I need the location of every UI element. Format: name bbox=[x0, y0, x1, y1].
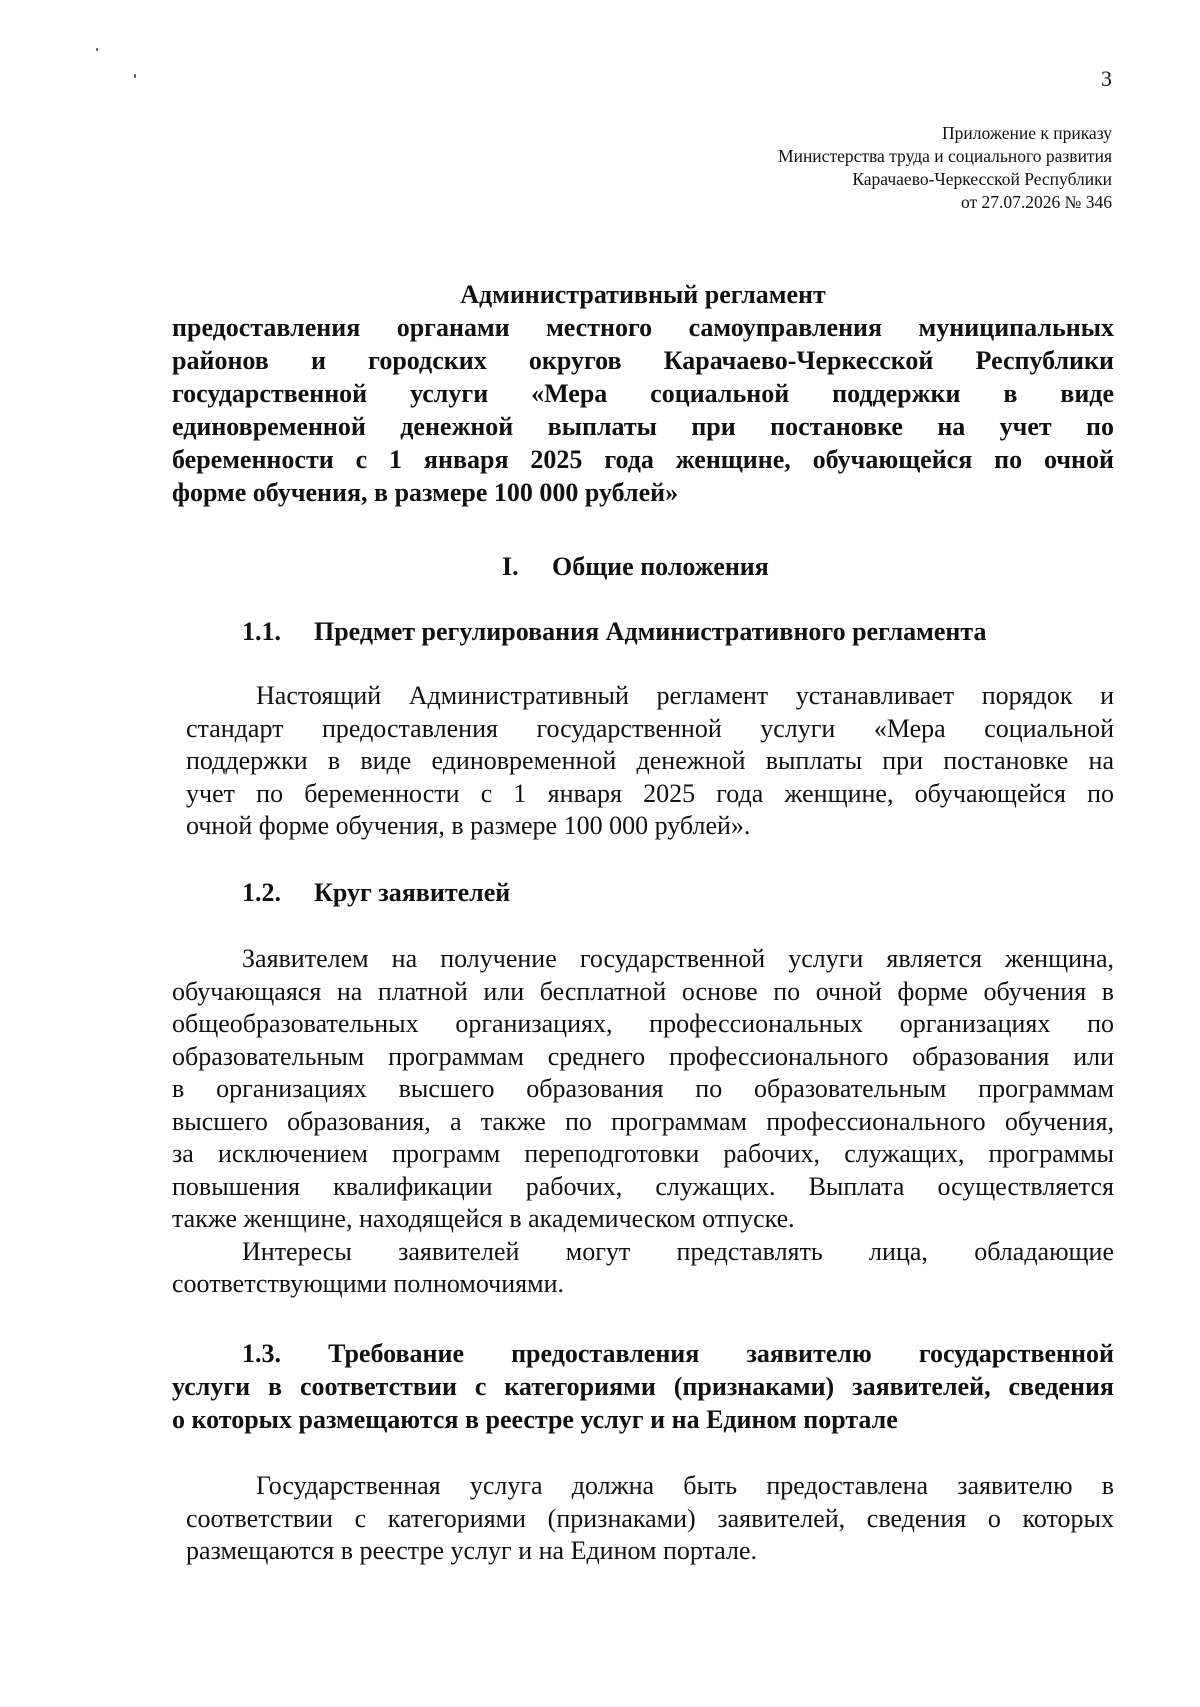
text-line: образовательным программам среднего профессионального образования или bbox=[172, 1041, 1114, 1071]
title-line: форме обучения, в размере 100 000 рублей» bbox=[172, 478, 679, 507]
section-heading bbox=[502, 550, 769, 583]
title-line: предоставления органами местного самоуправления муниципальных bbox=[172, 313, 1114, 342]
paragraph bbox=[186, 680, 1114, 843]
text-line: размещаются в реестре услуг и на Едином портале. bbox=[186, 1536, 757, 1565]
subsection-title: Предмет регулирования Административного регламента bbox=[314, 617, 987, 646]
document-title bbox=[172, 278, 1114, 509]
heading-line: 1.3. Требование предоставления заявителю государственной bbox=[242, 1339, 1114, 1368]
heading-line: о которых размещаются в реестре услуг и на Едином портале bbox=[172, 1405, 898, 1434]
appendix-note bbox=[778, 122, 1112, 214]
subsection-number: 1.2. bbox=[242, 878, 281, 907]
subsection-heading bbox=[242, 876, 510, 909]
text-line: обучающаяся на платной или бесплатной основе по очной форме обучения в bbox=[172, 976, 1114, 1006]
text-line: Государственная услуга должна быть предоставлена заявителю в bbox=[256, 1471, 1114, 1500]
text-line: Заявителем на получение государственной услуги является женщина, bbox=[242, 944, 1114, 973]
appendix-line: Министерства труда и социального развития bbox=[778, 146, 1112, 166]
heading-line: услуги в соответствии с категориями (признаками) заявителей, сведения bbox=[172, 1372, 1114, 1401]
section-title: Общие положения bbox=[552, 552, 769, 581]
appendix-line: Карачаево-Черкесской Республики bbox=[852, 169, 1112, 189]
text-line: общеобразовательных организациях, профессиональных организациях по bbox=[172, 1009, 1114, 1038]
text-line: соответствующими полномочиями. bbox=[172, 1269, 564, 1298]
text-line: в организациях высшего образования по образовательным программам bbox=[172, 1074, 1114, 1103]
scan-speck bbox=[134, 74, 136, 78]
text-line: учет по беременности с 1 января 2025 года женщине, обучающейся по bbox=[186, 778, 1114, 808]
section-number: I. bbox=[502, 552, 519, 581]
subsection-heading bbox=[242, 615, 986, 648]
scan-speck bbox=[96, 48, 98, 51]
title-line: единовременной денежной выплаты при постановке на учет по bbox=[172, 412, 1114, 441]
subsection-title: Круг заявителей bbox=[314, 878, 511, 907]
title-line: государственной услуги «Мера социальной поддержки в виде bbox=[172, 379, 1114, 408]
text-line: высшего образования, а также по программам профессионального обучения, bbox=[172, 1106, 1114, 1136]
title-line: беременности с 1 января 2025 года женщине, обучающейся по очной bbox=[172, 445, 1114, 474]
text-line: поддержки в виде единовременной денежной выплаты при постановке на bbox=[186, 746, 1114, 775]
title-line: районов и городских округов Карачаево-Черкесской Республики bbox=[172, 346, 1114, 375]
text-line: стандарт предоставления государственной услуги «Мера социальной bbox=[186, 713, 1114, 743]
text-line: за исключением программ переподготовки рабочих, служащих, программы bbox=[172, 1139, 1114, 1168]
appendix-line: Приложение к приказу bbox=[942, 123, 1112, 143]
text-line: очной форме обучения, в размере 100 000 рублей». bbox=[186, 811, 751, 840]
appendix-date-number: от 27.07.2026 № 346 bbox=[961, 192, 1112, 212]
subsection-heading bbox=[172, 1337, 1114, 1436]
text-line: повышения квалификации рабочих, служащих. Выплата осуществляется bbox=[172, 1171, 1114, 1201]
text-line: также женщине, находящейся в академическом отпуске. bbox=[172, 1204, 795, 1233]
title-main: Административный регламент bbox=[460, 280, 826, 309]
text-line: Интересы заявителей могут представлять лица, обладающие bbox=[242, 1236, 1114, 1266]
subsection-number: 1.1. bbox=[242, 617, 281, 646]
page-number: 3 bbox=[1101, 66, 1112, 91]
paragraph bbox=[172, 943, 1114, 1301]
text-line: Настоящий Административный регламент устанавливает порядок и bbox=[256, 681, 1114, 710]
text-line: соответствии с категориями (признаками) заявителей, сведения о которых bbox=[186, 1503, 1114, 1533]
paragraph bbox=[186, 1470, 1114, 1568]
